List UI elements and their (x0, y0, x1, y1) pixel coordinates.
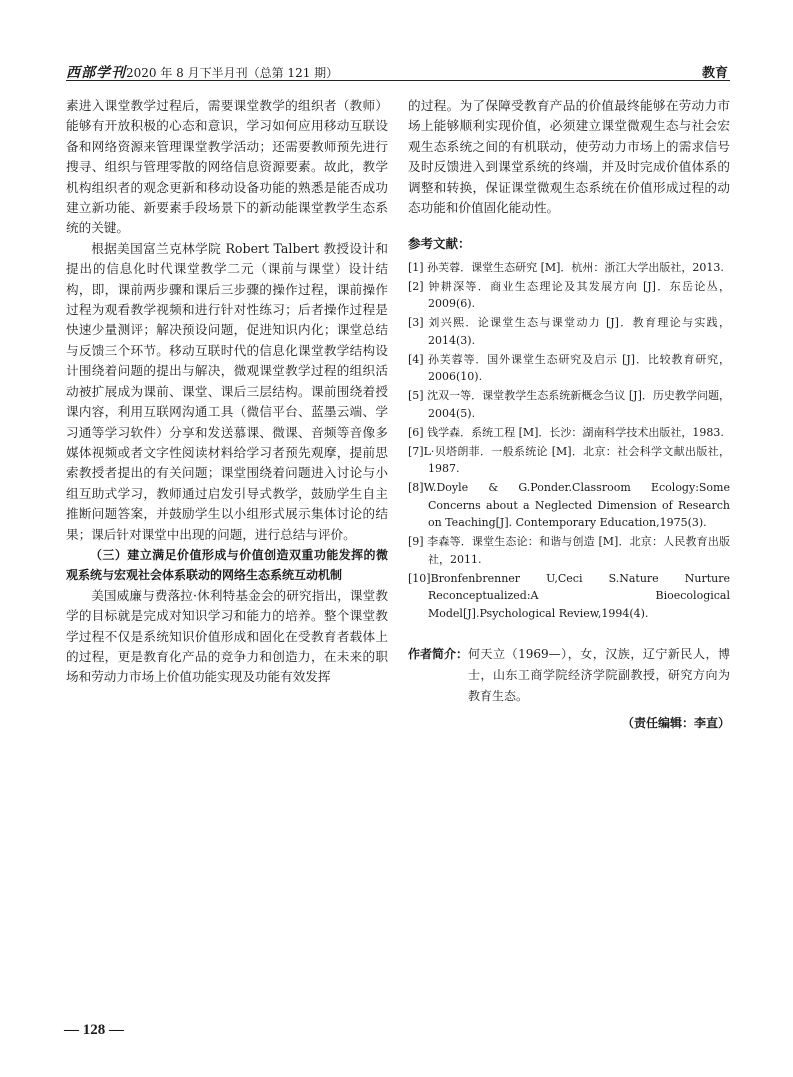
reference-item: [6] 钱学森．系统工程 [M]．长沙：湖南科学技术出版社，1983. (408, 425, 724, 439)
section-label: 教育 (701, 66, 728, 81)
reference-item: [3] 刘兴熙．论课堂生态与课堂动力 [J]．教育理论与实践，2014(3). (408, 316, 730, 347)
issue-info: 2020 年 8 月下半月刊（总第 121 期） (126, 66, 339, 80)
author-bio-text: 何天立（1969—），女，汉族，辽宁新民人，博士，山东工商学院经济学院副教授，研究方向为教育生态。 (468, 647, 730, 704)
reference-item: [9] 李森等．课堂生态论：和谐与创造 [M]．北京：人民教育出版社，2011. (408, 535, 730, 566)
reference-item: [10]Bronfenbrenner U,Ceci S.Nature Nurture Reconceptualized:A Bioecological Model[J].Psychological Review,1994(4). (408, 571, 730, 620)
section-subheading: （三）建立满足价值形成与价值创造双重功能发挥的微观系统与宏观社会体系联动的网络生态系统互动机制 (66, 547, 388, 583)
header-divider (66, 80, 730, 81)
left-column (66, 96, 388, 688)
references-list (408, 259, 730, 623)
author-bio-label: 作者简介： (408, 647, 469, 662)
body-paragraph: 素进入课堂教学过程后，需要课堂教学的组织者（教师）能够有开放积极的心态和意识，学习如何应用移动互联设备和网络资源来管理课堂教学活动；还需要教师预先进行搜寻、组织与管理零散的网络信息资源要素。故此，教学机构组织者的观念更新和移动设备功能的熟悉是能否成功建立新功能、新要素手段场景下的新动能课堂教学生态系统的关键。 (66, 98, 388, 236)
journal-masthead (66, 62, 338, 82)
reference-item: [4] 孙芙蓉等．国外课堂生态研究及启示 [J]．比较教育研究，2006(10). (408, 352, 730, 384)
journal-logo: 西部学刊 (66, 65, 126, 81)
body-paragraph: 的过程。为了保障受教育产品的价值最终能够在劳动力市场上能够顺利实现价值，必须建立课堂微观生态与社会宏观生态系统之间的有机联动，使劳动力市场上的需求信号及时反馈进入到课堂系统的终端，并及时完成价值体系的调整和转换，保证课堂微观生态系统在价值形成过程的动态功能和价值固化能动性。 (408, 98, 730, 216)
reference-item: [5] 沈双一等．课堂教学生态系统新概念刍议 [J]．历史教学问题，2004(5). (408, 389, 730, 420)
author-bio-block (408, 644, 730, 707)
reference-item: [8]W.Doyle & G.Ponder.Classroom Ecology:Some Concerns about a Neglected Dimension of Research on Teaching[J]. Contemporary Education,1975(3). (408, 481, 730, 530)
responsible-editor: （责任编辑：李直） (621, 716, 730, 731)
references-heading: 参考文献： (408, 236, 471, 252)
reference-item: [1] 孙芙蓉．课堂生态研究 [M]．杭州：浙江大学出版社，2013. (408, 260, 724, 274)
right-column (408, 96, 730, 734)
reference-item: [2] 钟耕深等．商业生态理论及其发展方向 [J]．东岳论丛，2009(6). (408, 279, 730, 311)
page-number: — 128 — (64, 1022, 124, 1038)
page-header (66, 60, 730, 84)
reference-item: [7]L·贝塔朗菲．一般系统论 [M]．北京：社会科学文献出版社，1987. (408, 444, 730, 476)
body-paragraph: 根据美国富兰克林学院 Robert Talbert 教授设计和提出的信息化时代课堂教学二元（课前与课堂）设计结构，即，课前两步骤和课后三步骤的操作过程，课前操作过程为观看教学视频和进行针对性练习；后者操作过程是快速少量测评；解决预设问题，促进知识内化；课堂总结与反馈三个环节。移动互联时代的信息化课堂教学结构设计围绕着问题的提出与解决，微观课堂教学过程的组织活动被扩展成为课前、课堂、课后三层结构。课前围绕着授课内容，利用互联网沟通工具（微信平台、蓝墨云端、学习通等学习软件）分享和发送慕课、微课、音频等音像多媒体视频或者文字性阅读材料给学习者预先观摩，提前思索教授者提出的有关问题；课堂围绕着问题进入讨论与小组互助式学习，教师通过启发引导式教学，鼓励学生自主推断问题答案，并鼓励学生以小组形式展示集体讨论的结果；课后针对课堂中出现的问题，进行总结与评价。 (66, 240, 388, 542)
body-paragraph: 美国威廉与费落拉·休利特基金会的研究指出，课堂教学的目标就是完成对知识学习和能力的培养。整个课堂教学过程不仅是系统知识价值形成和固化在受教育者载体上的过程，更是教育化产品的竞争力和创造力，在未来的职场和劳动力市场上价值功能实现及功能有效发挥 (66, 587, 388, 685)
